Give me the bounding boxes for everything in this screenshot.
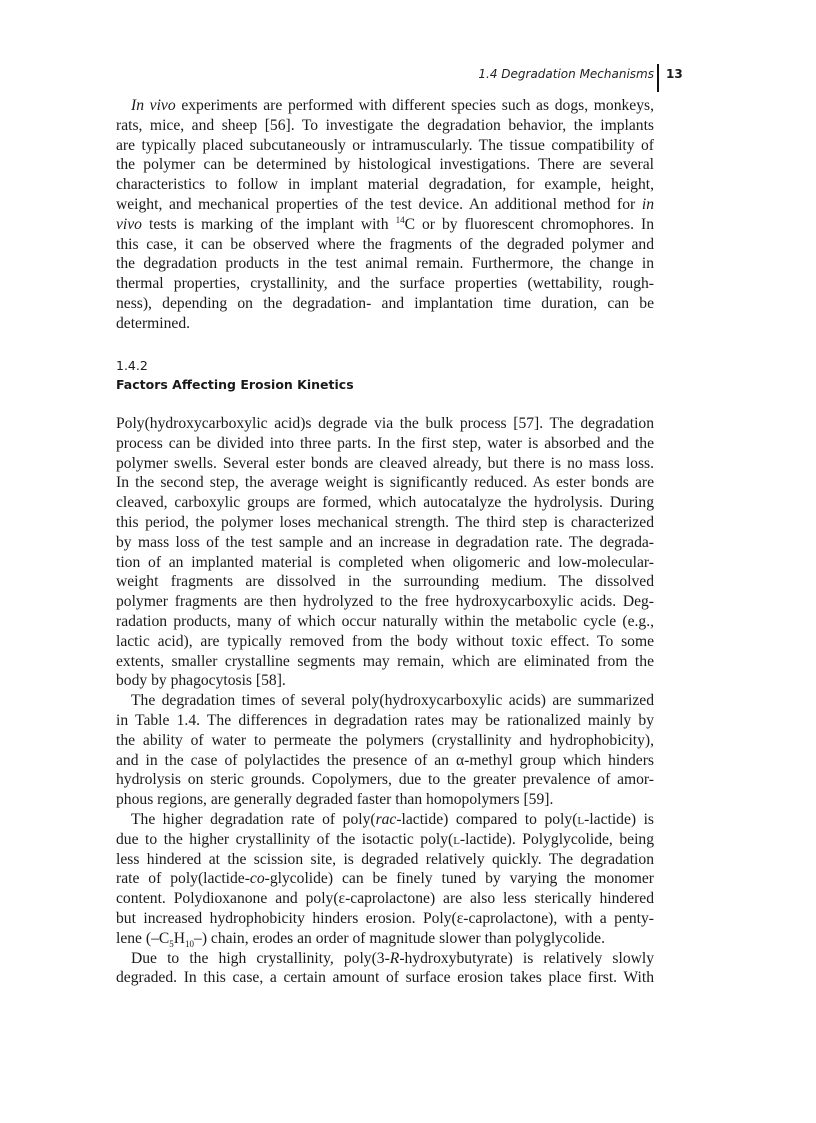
- text-run: cleaved, carboxylic groups are formed, which autocatalyze the hydrolysis. During: [116, 494, 654, 512]
- text-line: [116, 869, 654, 889]
- text-run: hydrolysis on steric grounds. Copolymers, due to the greater prevalence of amor-: [116, 771, 654, 789]
- text-line: [116, 136, 654, 156]
- text-run: 10: [185, 938, 195, 949]
- text-run: The degradation times of several poly(hydroxycarboxylic acids) are summarized: [131, 692, 654, 710]
- text-line: [116, 454, 654, 474]
- text-run: Due to the high crystallinity, poly(3-: [131, 949, 390, 967]
- text-line: [116, 254, 654, 274]
- text-line: [116, 175, 654, 195]
- text-line: [116, 612, 654, 632]
- text-run: polymer swells. Several ester bonds are cleaved already, but there is no mass loss.: [116, 454, 654, 472]
- text-run: vivo: [116, 215, 142, 233]
- text-line: [116, 215, 654, 235]
- text-run: weight fragments are dissolved in the surrounding medium. The dissolved: [116, 573, 654, 591]
- text-line: [116, 274, 654, 294]
- section-title: Factors Affecting Erosion Kinetics: [116, 377, 354, 392]
- text-line: [116, 235, 654, 255]
- header-divider: [657, 64, 659, 92]
- text-run: body by phagocytosis [58].: [116, 672, 286, 690]
- text-run: tests is marking of the implant with: [141, 215, 396, 233]
- text-line: [116, 810, 654, 830]
- text-line: [116, 116, 654, 136]
- text-run: C or by fluorescent chromophores. In: [404, 215, 654, 233]
- text-run: determined.: [116, 314, 191, 332]
- text-run: 14: [395, 214, 405, 225]
- text-run: rats, mice, and sheep [56]. To investigate the degradation behavior, the implants: [116, 116, 654, 134]
- text-run: -lactide) is: [584, 810, 654, 828]
- text-run: In vivo: [131, 97, 176, 114]
- paragraph-in-vivo: [116, 96, 654, 334]
- text-run: Poly(hydroxycarboxylic acid)s degrade via the bulk process [57]. The degradation: [116, 415, 654, 432]
- text-run: experiments are performed with different species such as dogs, monkeys,: [175, 97, 654, 114]
- text-run: radation products, many of which occur naturally within the metabolic cycle (e.g.,: [116, 612, 654, 630]
- text-line: [116, 671, 654, 691]
- text-run: polymer fragments are then hydrolyzed to the free hydroxycarboxylic acids. Deg-: [116, 593, 654, 611]
- text-line: [116, 889, 654, 909]
- page-number: 13: [666, 67, 683, 81]
- text-run: lene (–C: [116, 929, 170, 947]
- text-line: [116, 493, 654, 513]
- text-run: in Table 1.4. The differences in degradation rates may be rationalized mainly by: [116, 711, 654, 729]
- text-run: -lactide). Polyglycolide, being: [459, 830, 654, 848]
- text-run: -glycolide) can be finely tuned by varying the monomer: [264, 870, 654, 888]
- text-line: [116, 294, 654, 314]
- text-line: [116, 195, 654, 215]
- text-run: co: [249, 870, 265, 888]
- text-run: -hydroxybutyrate) is relatively slowly: [399, 949, 655, 967]
- text-run: phous regions, are generally degraded faster than homopolymers [59].: [116, 791, 554, 809]
- text-run: this case, it can be observed where the fragments of the degraded polymer and: [116, 235, 654, 253]
- text-run: rate of poly(lactide-: [116, 870, 250, 888]
- text-line: [116, 572, 654, 592]
- text-run: thermal properties, crystallinity, and the surface properties (wettability, rough-: [116, 275, 654, 293]
- text-run: process can be divided into three parts. In the first step, water is absorbed and the: [116, 434, 654, 452]
- text-line: [116, 652, 654, 672]
- text-line: [116, 949, 654, 969]
- text-line: [116, 314, 654, 334]
- text-run: ness), depending on the degradation- and implantation time duration, can be: [116, 294, 654, 312]
- text-run: weight, and mechanical properties of the test device. An additional method for: [116, 195, 642, 213]
- text-run: l: [577, 810, 585, 828]
- text-line: [116, 513, 654, 533]
- text-run: -lactide) compared to poly(: [396, 810, 578, 828]
- text-line: [116, 830, 654, 850]
- text-run: content. Polydioxanone and poly(ε-caprolactone) are also less sterically hindered: [116, 890, 654, 908]
- text-line: [116, 968, 654, 988]
- running-head-title: 1.4 Degradation Mechanisms: [478, 67, 654, 81]
- text-line: [116, 473, 654, 493]
- text-run: lactic acid), are typically removed from the body without toxic effect. To some: [116, 632, 654, 650]
- text-line: [116, 929, 654, 949]
- section-number: 1.4.2: [116, 358, 148, 373]
- text-line: [116, 790, 654, 810]
- text-run: 5: [169, 938, 174, 949]
- text-run: but increased hydrophobicity hinders erosion. Poly(ε-caprolactone), with a penty-: [116, 909, 654, 927]
- text-run: the ability of water to permeate the polymers (crystallinity and hydrophobicity),: [116, 731, 654, 749]
- text-line: [116, 553, 654, 573]
- text-line: [116, 533, 654, 553]
- text-run: characteristics to follow in implant material degradation, for example, height,: [116, 176, 654, 194]
- text-line: [116, 592, 654, 612]
- text-run: less hindered at the scission site, is degraded relatively quickly. The degradation: [116, 850, 654, 868]
- text-run: H: [173, 929, 186, 947]
- text-run: by mass loss of the test sample and an increase in degradation rate. The degrada-: [116, 533, 654, 551]
- text-run: l: [453, 830, 460, 848]
- text-run: the polymer can be determined by histological investigations. There are several: [116, 156, 654, 174]
- text-run: R: [389, 949, 400, 967]
- text-line: [116, 434, 654, 454]
- text-run: the degradation products in the test animal remain. Furthermore, the change in: [116, 255, 654, 273]
- text-line: [116, 909, 654, 929]
- text-line: [116, 414, 654, 434]
- text-line: [116, 632, 654, 652]
- text-run: and in the case of polylactides the presence of an α-methyl group which hinders: [116, 751, 654, 769]
- text-run: The higher degradation rate of poly(: [131, 810, 376, 828]
- text-run: tion of an implanted material is completed when oligomeric and low-molecular-: [116, 553, 654, 571]
- text-run: extents, smaller crystalline segments may remain, which are eliminated from the: [116, 652, 654, 670]
- text-run: –) chain, erodes an order of magnitude slower than polyglycolide.: [194, 929, 605, 947]
- text-line: [116, 770, 654, 790]
- text-line: [116, 711, 654, 731]
- text-line: [116, 850, 654, 870]
- text-run: In the second step, the average weight is significantly reduced. As ester bonds are: [116, 474, 654, 492]
- paragraph-erosion-kinetics: [116, 414, 654, 988]
- text-run: are typically placed subcutaneously or intramuscularly. The tissue compatibility of: [116, 136, 654, 154]
- text-line: [116, 691, 654, 711]
- text-run: due to the higher crystallinity of the isotactic poly(: [116, 830, 454, 848]
- text-run: this period, the polymer loses mechanical strength. The third step is characterized: [116, 513, 654, 531]
- text-line: [116, 96, 654, 116]
- text-line: [116, 155, 654, 175]
- text-run: in: [641, 195, 654, 213]
- text-run: degraded. In this case, a certain amount of surface erosion takes place first. With: [116, 969, 654, 987]
- text-line: [116, 731, 654, 751]
- text-run: rac: [375, 810, 397, 828]
- text-line: [116, 751, 654, 771]
